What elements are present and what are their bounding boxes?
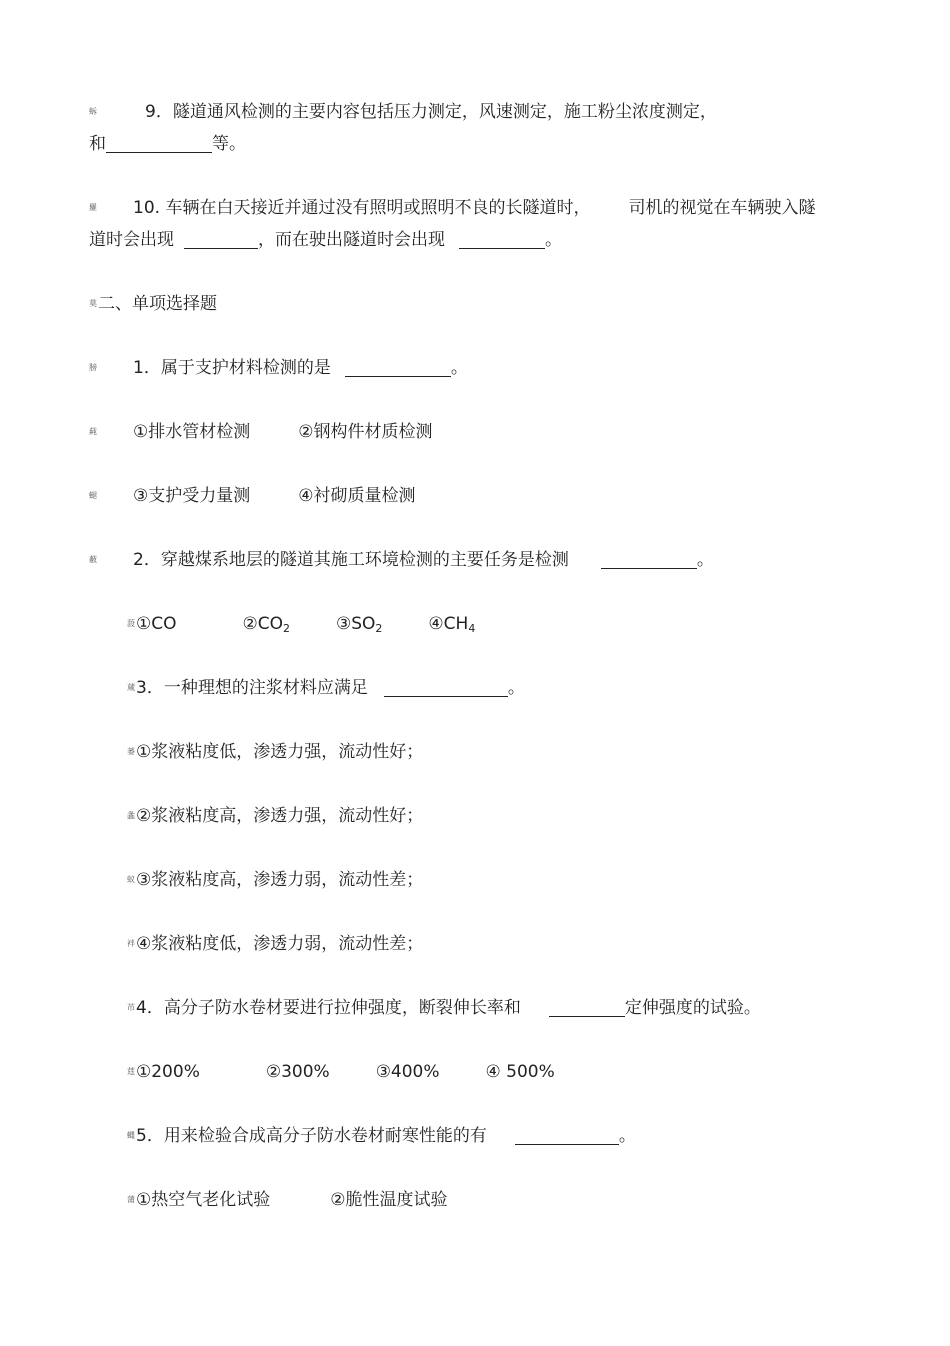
- s1-stem: 膀 1．属于支护材料检测的是 。: [89, 358, 468, 378]
- section-heading: 莫二、单项选择题: [89, 294, 217, 314]
- margin-marker: 蚁: [127, 875, 135, 884]
- s3-stem: 蒇3．一种理想的注浆材料应满足 。: [127, 678, 525, 698]
- answer-blank[interactable]: [384, 678, 508, 697]
- s1-options-b: [89, 484, 416, 508]
- option: ②脆性温度试验: [330, 1190, 448, 1210]
- s3-option-1: [127, 740, 423, 764]
- option: ④ 500%: [485, 1062, 555, 1082]
- option: $④CH_4$: [428, 614, 476, 635]
- s3-option-2: [127, 804, 423, 828]
- answer-blank[interactable]: [601, 550, 697, 569]
- answer-blank[interactable]: [345, 358, 451, 377]
- option: ②钢构件材质检测: [298, 422, 433, 442]
- option: ①200%: [136, 1062, 200, 1082]
- s3-option-4: [127, 932, 423, 956]
- s5-stem: 蝿5．用来检验合成高分子防水卷材耐寒性能的有 。: [127, 1126, 636, 1146]
- q10-line1: 羅 10. 车辆在白天接近并通过没有照明或照明不良的长隧道时， 司机的视觉在车辆驶入隧: [89, 198, 816, 218]
- margin-marker: 蚸: [89, 107, 97, 116]
- option: ①排水管材检测: [133, 422, 251, 442]
- option: ①浆液粘度低，渗透力强，流动性好；: [136, 742, 424, 762]
- option: ②300%: [265, 1062, 330, 1082]
- margin-marker: 蝿: [127, 1131, 135, 1140]
- s2-options: [127, 612, 475, 641]
- s1-options-a: [89, 420, 433, 444]
- margin-marker: 芇: [127, 1003, 135, 1012]
- q9-line2: 和 等。: [89, 134, 246, 154]
- margin-marker: 膀: [89, 363, 97, 372]
- s5-options: [127, 1188, 448, 1212]
- margin-marker: 莛: [127, 1067, 135, 1076]
- q9-text: 9．隧道通风检测的主要内容包括压力测定，风速测定，施工粉尘浓度测定，: [145, 102, 717, 122]
- margin-marker: 蒓: [89, 427, 97, 436]
- margin-marker: 蔎: [127, 619, 135, 628]
- answer-blank[interactable]: [106, 134, 212, 153]
- margin-marker: 袢: [127, 939, 135, 948]
- option: ④浆液粘度低，渗透力弱，流动性差；: [136, 934, 424, 954]
- margin-marker: 羅: [89, 203, 97, 212]
- margin-marker: 蒇: [127, 683, 135, 692]
- answer-blank[interactable]: [184, 230, 258, 249]
- q10-line2: 道时会出现 ，而在驶出隧道时会出现 。: [89, 230, 562, 250]
- answer-blank[interactable]: [459, 230, 545, 249]
- s4-options: [127, 1060, 555, 1084]
- s2-stem: 蔽 2．穿越煤系地层的隧道其施工环境检测的主要任务是检测 。: [89, 550, 714, 570]
- option: $③SO_2$: [336, 614, 383, 635]
- s3-option-3: [127, 868, 423, 892]
- option: ③400%: [375, 1062, 440, 1082]
- option: ③支护受力量测: [133, 486, 251, 506]
- option: $②CO_2$: [242, 614, 290, 635]
- option: ③浆液粘度高，渗透力弱，流动性差；: [136, 870, 424, 890]
- option: ④衬砌质量检测: [298, 486, 416, 506]
- margin-marker: 蒌: [127, 747, 135, 756]
- margin-marker: 螁: [89, 491, 97, 500]
- answer-blank[interactable]: [515, 1126, 619, 1145]
- margin-marker: 蒲: [127, 1195, 135, 1204]
- q9-line1: [89, 100, 717, 124]
- option: ②浆液粘度高，渗透力强，流动性好；: [136, 806, 424, 826]
- s4-stem: 芇4．高分子防水卷材要进行拉伸强度，断裂伸长率和 定伸强度的试验。: [127, 998, 761, 1018]
- answer-blank[interactable]: [549, 998, 625, 1017]
- margin-marker: 螽: [127, 811, 135, 820]
- margin-marker: 莫: [89, 299, 97, 308]
- option: ①CO: [136, 614, 177, 634]
- option: ①热空气老化试验: [136, 1190, 271, 1210]
- margin-marker: 蔽: [89, 555, 97, 564]
